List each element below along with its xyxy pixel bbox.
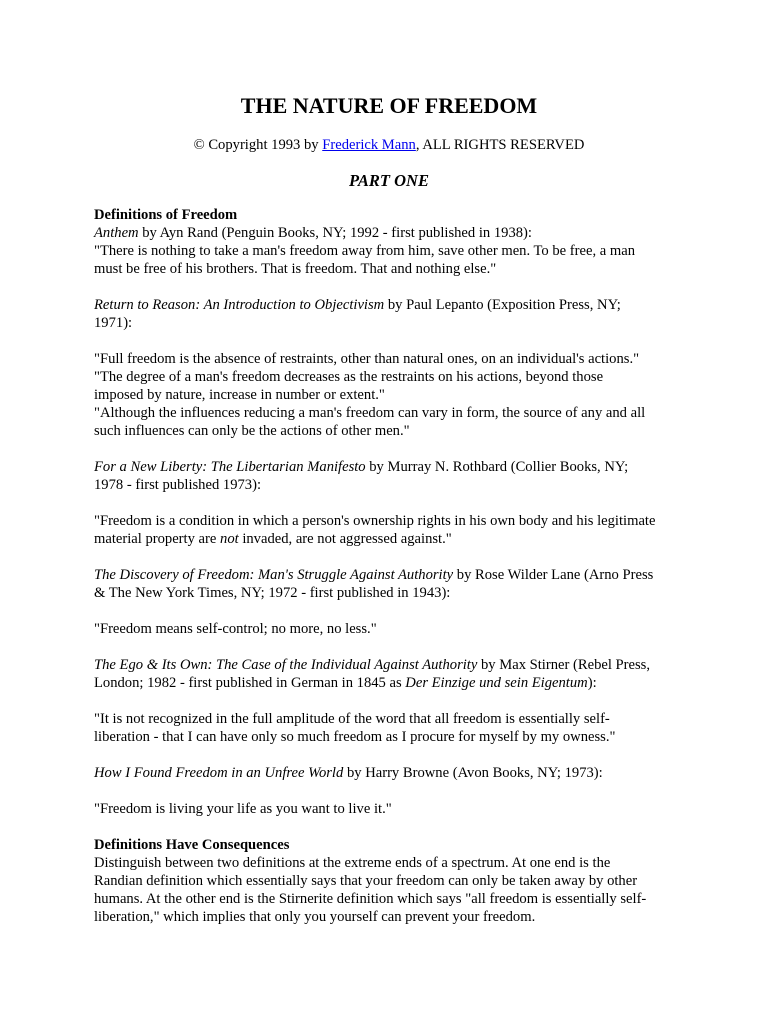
- section-heading-consequences: Definitions Have Consequences: [94, 837, 290, 853]
- quote-line: "Freedom means self-control; no more, no less.": [94, 621, 377, 637]
- book-title: Anthem: [94, 225, 139, 241]
- quote-line: "Full freedom is the absence of restraints, other than natural ones, on an individual's actions.": [94, 351, 640, 367]
- page-title: THE NATURE OF FREEDOM: [240, 93, 538, 118]
- emphasis: not: [220, 531, 239, 547]
- paragraph-line: Distinguish between two definitions at the extreme ends of a spectrum. At one end is the: [94, 855, 611, 871]
- quote-line: "Although the influences reducing a man's freedom can vary in form, the source of any and all: [94, 405, 646, 421]
- quote-line: material property are not invaded, are not aggressed against.": [94, 531, 452, 547]
- book-title: The Discovery of Freedom: Man's Struggle Against Authority: [94, 567, 454, 583]
- quote-line: "It is not recognized in the full amplitude of the word that all freedom is essentially self-: [94, 711, 610, 727]
- quote-line: imposed by nature, increase in number or extent.": [94, 387, 385, 403]
- quote-line: "Freedom is living your life as you want to live it.": [94, 801, 392, 817]
- quote-line: such influences can only be the actions of other men.": [94, 423, 410, 439]
- ego-source-line: London; 1982 - first published in German in 1845 as Der Einzige und sein Eigentum):: [94, 675, 597, 691]
- book-title: The Ego & Its Own: The Case of the Individual Against Authority: [94, 657, 478, 673]
- discovery-source: The Discovery of Freedom: Man's Struggle Against Authority by Rose Wilder Lane (Arno Press: [94, 567, 654, 583]
- paragraph-line: Randian definition which essentially says that your freedom can only be taken away by other: [94, 873, 638, 889]
- copyright-line: [94, 136, 684, 154]
- section-heading-definitions: Definitions of Freedom: [94, 207, 238, 223]
- book-title: Return to Reason: An Introduction to Objectivism: [94, 297, 385, 313]
- ego-source: The Ego & Its Own: The Case of the Individual Against Authority by Max Stirner (Rebel Press,: [94, 657, 651, 673]
- anthem-quote-line: must be free of his brothers. That is freedom. That and nothing else.": [94, 261, 497, 277]
- book-title: For a New Liberty: The Libertarian Manifesto: [94, 459, 366, 475]
- anthem-source: Anthem by Ayn Rand (Penguin Books, NY; 1992 - first published in 1938):: [94, 225, 532, 241]
- quote-line: "The degree of a man's freedom decreases as the restraints on his actions, beyond those: [94, 369, 604, 385]
- paragraph-line: humans. At the other end is the Stirnerite definition which says "all freedom is essentially self-: [94, 891, 647, 907]
- return-to-reason-source-line: 1971):: [94, 315, 133, 331]
- author-link[interactable]: Frederick Mann: [322, 137, 416, 153]
- book-title: Der Einzige und sein Eigentum: [405, 675, 588, 691]
- copyright-prefix: © Copyright 1993 by: [193, 137, 323, 153]
- book-title: How I Found Freedom in an Unfree World: [94, 765, 344, 781]
- discovery-source-line: & The New York Times, NY; 1972 - first published in 1943):: [94, 585, 451, 601]
- anthem-quote-line: "There is nothing to take a man's freedom away from him, save other men. To be free, a man: [94, 243, 636, 259]
- new-liberty-source-line: 1978 - first published 1973):: [94, 477, 262, 493]
- part-heading: PART ONE: [349, 171, 429, 190]
- copyright-suffix: , ALL RIGHTS RESERVED: [415, 137, 585, 153]
- quote-line: "Freedom is a condition in which a person's ownership rights in his own body and his legitimate: [94, 513, 656, 529]
- unfree-world-source: How I Found Freedom in an Unfree World by Harry Browne (Avon Books, NY; 1973):: [94, 765, 603, 781]
- quote-line: liberation - that I can have only so much freedom as I procure for myself by my owness.": [94, 729, 616, 745]
- return-to-reason-source: Return to Reason: An Introduction to Objectivism by Paul Lepanto (Exposition Press, NY;: [94, 297, 621, 313]
- paragraph-line: liberation," which implies that only you yourself can prevent your freedom.: [94, 909, 536, 925]
- document-content: [94, 92, 684, 926]
- new-liberty-source: For a New Liberty: The Libertarian Manifesto by Murray N. Rothbard (Collier Books, NY;: [94, 459, 629, 475]
